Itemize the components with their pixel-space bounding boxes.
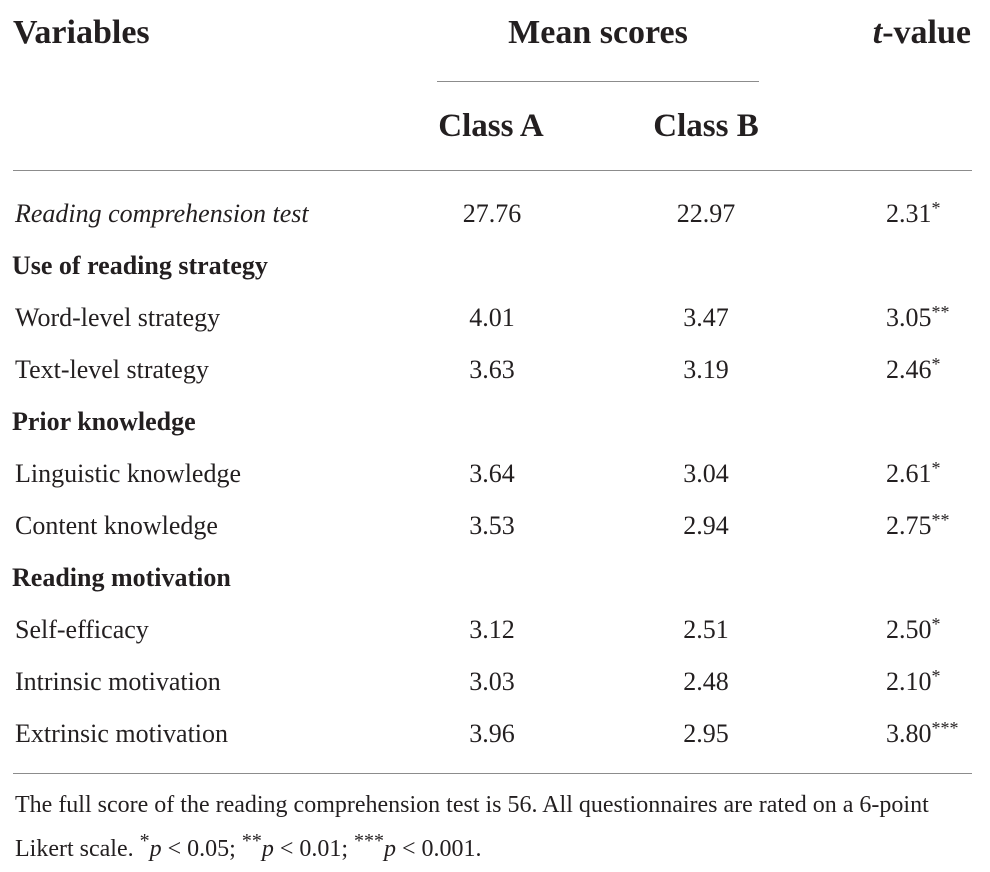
t-value-cell bbox=[886, 188, 941, 240]
t-value: 2.75 bbox=[886, 511, 932, 540]
class-b-value: 22.97 bbox=[676, 199, 736, 228]
t-value: 2.46 bbox=[886, 355, 932, 384]
class-b-value: 3.47 bbox=[683, 303, 729, 332]
t-value-cell bbox=[886, 292, 950, 344]
class-a-value: 3.12 bbox=[469, 615, 515, 644]
group-heading-row bbox=[0, 396, 990, 448]
table-row bbox=[0, 656, 990, 708]
variable-label: Reading comprehension test bbox=[15, 199, 309, 228]
significance-marker: * bbox=[931, 666, 941, 686]
footer-rule bbox=[13, 773, 972, 774]
variable-label: Linguistic knowledge bbox=[15, 459, 242, 488]
class-b-value: 2.94 bbox=[683, 511, 729, 540]
t-value: 2.31 bbox=[886, 199, 932, 228]
t-value: 2.50 bbox=[886, 615, 932, 644]
class-b-value: 2.51 bbox=[683, 615, 729, 644]
class-a-value: 27.76 bbox=[462, 199, 522, 228]
table-row bbox=[0, 500, 990, 552]
t-value-cell bbox=[886, 500, 950, 552]
group-heading-row bbox=[0, 240, 990, 292]
significance-marker: * bbox=[931, 354, 941, 374]
header-bottom-rule bbox=[13, 170, 972, 171]
group-label: Prior knowledge bbox=[12, 407, 196, 436]
header-mean-scores: Mean scores bbox=[508, 14, 688, 51]
t-value: 3.05 bbox=[886, 303, 932, 332]
significance-marker: *** bbox=[931, 718, 959, 738]
table-row bbox=[0, 708, 990, 760]
table-row bbox=[0, 292, 990, 344]
header-class-b: Class B bbox=[653, 108, 759, 144]
t-value: 3.80 bbox=[886, 719, 932, 748]
variable-label: Word-level strategy bbox=[15, 303, 221, 332]
table-row bbox=[0, 188, 990, 240]
class-b-value: 2.48 bbox=[683, 667, 729, 696]
variable-label: Content knowledge bbox=[15, 511, 218, 540]
class-a-value: 3.96 bbox=[469, 719, 515, 748]
t-value-cell bbox=[886, 344, 941, 396]
table-footnote: The full score of the reading comprehension test is 56. All questionnaires are rated on a 6-point Likert scale. *p < 0.05; **p < 0.01; ***p < 0.001. bbox=[15, 792, 929, 862]
class-b-value: 3.04 bbox=[683, 459, 729, 488]
variable-label: Extrinsic motivation bbox=[15, 719, 229, 748]
significance-marker: * bbox=[931, 458, 941, 478]
class-b-value: 3.19 bbox=[683, 355, 729, 384]
mean-scores-rule bbox=[437, 81, 759, 82]
table-row bbox=[0, 344, 990, 396]
significance-marker: ** bbox=[931, 302, 950, 322]
header-class-a: Class A bbox=[438, 108, 544, 144]
header-variables: Variables bbox=[13, 14, 150, 51]
significance-marker: * bbox=[931, 198, 941, 218]
t-value-cell bbox=[886, 708, 959, 760]
header-t-value: t-value bbox=[872, 14, 971, 51]
significance-marker: * bbox=[931, 614, 941, 634]
significance-marker: ** bbox=[931, 510, 950, 530]
group-heading-row bbox=[0, 552, 990, 604]
table-row bbox=[0, 604, 990, 656]
variable-label: Text-level strategy bbox=[15, 355, 209, 384]
t-value-cell bbox=[886, 604, 941, 656]
t-value-cell bbox=[886, 448, 941, 500]
class-a-value: 4.01 bbox=[469, 303, 515, 332]
variable-label: Intrinsic motivation bbox=[15, 667, 221, 696]
table-row bbox=[0, 448, 990, 500]
t-value-cell bbox=[886, 656, 941, 708]
t-value: 2.10 bbox=[886, 667, 932, 696]
group-label: Use of reading strategy bbox=[12, 251, 268, 280]
class-a-value: 3.63 bbox=[469, 355, 515, 384]
class-b-value: 2.95 bbox=[683, 719, 729, 748]
t-value: 2.61 bbox=[886, 459, 932, 488]
variable-label: Self-efficacy bbox=[15, 615, 149, 644]
class-a-value: 3.03 bbox=[469, 667, 515, 696]
group-label: Reading motivation bbox=[12, 563, 231, 592]
class-a-value: 3.53 bbox=[469, 511, 515, 540]
class-a-value: 3.64 bbox=[469, 459, 515, 488]
